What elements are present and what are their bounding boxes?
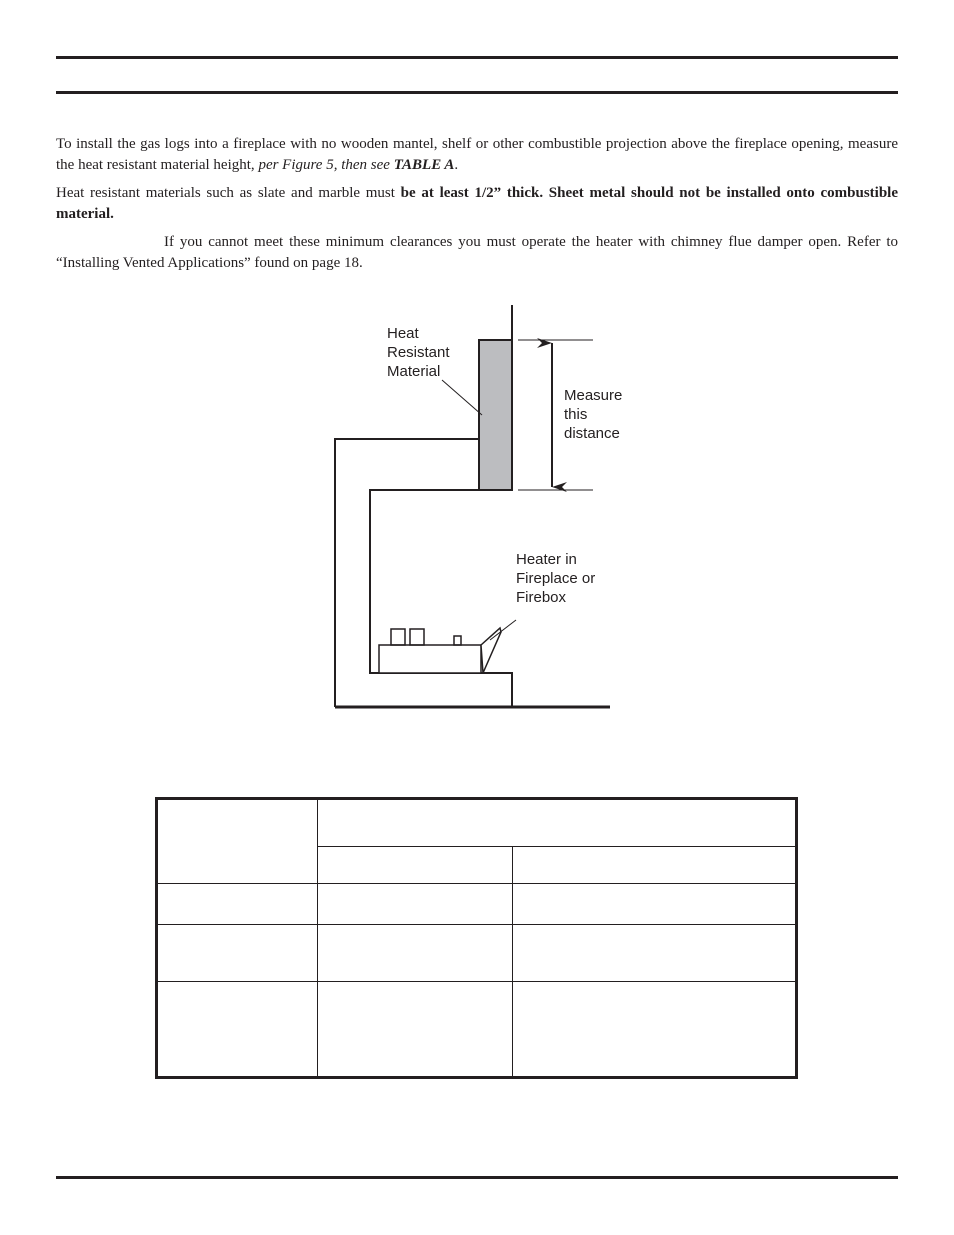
label-measure-distance: Measure this distance	[564, 387, 623, 442]
table-cell	[513, 982, 797, 1078]
table-row	[157, 982, 797, 1078]
table-cell	[157, 925, 318, 982]
paragraph-intro: To install the gas logs into a fireplace with no wooden mantel, shelf or other combustible projection above the fireplace opening, measure the heat resistant material height, per Figure 5, then see TABLE A.	[56, 136, 898, 173]
table-subheader-cell	[318, 847, 513, 884]
table-header-cell	[157, 799, 318, 884]
clearance-table	[155, 797, 798, 1079]
paragraph-materials: Heat resistant materials such as slate and marble must be at least 1/2” thick. Sheet metal should not be installed onto combustible material.	[56, 185, 898, 222]
table-cell	[513, 884, 797, 925]
heat-resistant-material-block	[479, 340, 512, 490]
table-subheader-cell	[513, 847, 797, 884]
heater-log-3	[454, 636, 461, 645]
table-cell	[318, 884, 513, 925]
table-cell	[157, 884, 318, 925]
heater-body	[379, 645, 481, 673]
header-rule	[56, 91, 898, 94]
label-heater-in-fireplace: Heater in Fireplace or Firebox	[516, 551, 596, 606]
heater-panel	[481, 628, 501, 673]
table-row	[157, 884, 797, 925]
table-row	[157, 925, 797, 982]
body-text	[56, 134, 898, 274]
table-cell	[318, 925, 513, 982]
label-heat-resistant-material: Heat Resistant Material	[387, 325, 450, 380]
heater-log-1	[391, 629, 405, 645]
heater-leader-line	[490, 620, 516, 640]
paragraph-clearance: If you cannot meet these minimum clearances you must operate the heater with chimney flue damper open. Refer to “Installing Vented Applications” found on page 18.	[56, 234, 898, 271]
table-header-cell	[318, 799, 797, 847]
material-leader-line	[442, 380, 482, 415]
top-rule	[56, 56, 898, 59]
firebox-opening	[370, 490, 512, 707]
table-cell	[513, 925, 797, 982]
heater-log-2	[410, 629, 424, 645]
table-cell	[318, 982, 513, 1078]
table-cell	[157, 982, 318, 1078]
footer-rule	[56, 1176, 898, 1179]
fireplace-figure	[320, 300, 630, 720]
